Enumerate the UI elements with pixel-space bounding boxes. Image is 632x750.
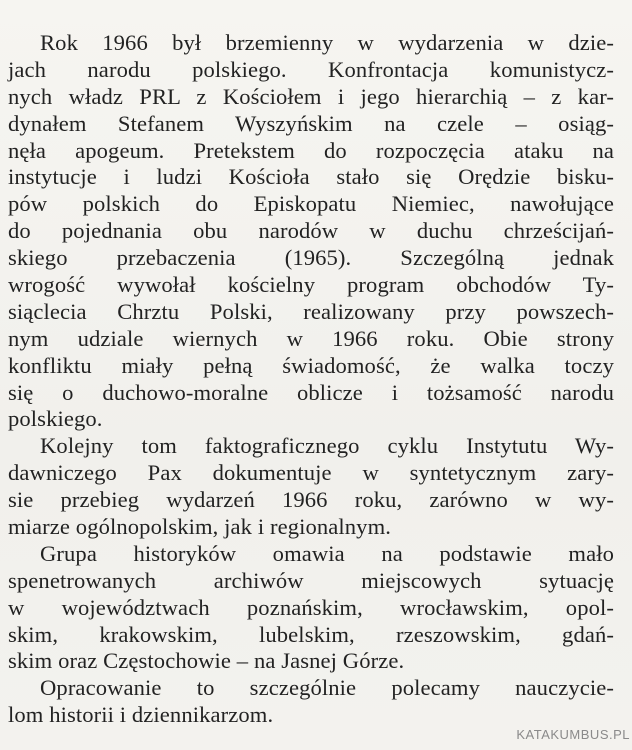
text-line: jach narodu polskiego. Konfrontacja komunistycz- <box>8 56 614 82</box>
text-line: do pojednania obu narodów w duchu chrześcijań- <box>8 218 614 244</box>
text-line: skim oraz Częstochowie – na Jasnej Górze. <box>8 648 405 674</box>
text-line: nym udziale wiernych w 1966 roku. Obie strony <box>8 325 614 351</box>
text-line: spenetrowanych archiwów miejscowych sytuację <box>8 567 614 593</box>
paragraph-3 <box>8 541 614 675</box>
text-line: instytucje i ludzi Kościoła stało się Orędzie bisku- <box>8 164 614 190</box>
text-line: nych władz PRL z Kościołem i jego hierarchią – z kar- <box>8 83 614 109</box>
text-line: wrogość wywołał kościelny program obchodów Ty- <box>8 272 614 298</box>
text-line: dawniczego Pax dokumentuje w syntetycznym zary- <box>8 460 614 486</box>
text-line: konfliktu miały pełną świadomość, że walka toczy <box>8 352 614 378</box>
paragraph-1 <box>8 30 614 433</box>
text-line: pów polskich do Episkopatu Niemiec, nawołujące <box>8 191 614 217</box>
paragraph-4 <box>8 675 614 729</box>
text-line: skim, krakowskim, lubelskim, rzeszowskim, gdań- <box>8 621 614 647</box>
book-blurb-text <box>8 30 614 729</box>
text-line: Rok 1966 był brzemienny w wydarzenia w dzie- <box>40 30 614 55</box>
text-line: lom historii i dziennikarzom. <box>8 702 274 728</box>
text-line: nęła apogeum. Pretekstem do rozpoczęcia ataku na <box>8 137 614 163</box>
text-line: polskiego. <box>8 406 103 432</box>
text-line: skiego przebaczenia (1965). Szczególną jednak <box>8 245 614 271</box>
text-line: siąclecia Chrztu Polski, realizowany przy powszech- <box>8 298 614 324</box>
paragraph-2 <box>8 433 614 541</box>
text-line: dynałem Stefanem Wyszyńskim na czele – osiąg- <box>8 110 614 136</box>
text-line: się o duchowo-moralne oblicze i tożsamość narodu <box>8 379 614 405</box>
text-line: Opracowanie to szczególnie polecamy nauczycie- <box>40 675 614 701</box>
site-watermark: KATAKUMBUS.PL <box>516 727 630 742</box>
text-line: sie przebieg wydarzeń 1966 roku, zarówno w wy- <box>8 487 614 513</box>
text-line: Grupa historyków omawia na podstawie mało <box>40 540 614 566</box>
text-line: w województwach poznańskim, wrocławskim, opol- <box>8 594 614 620</box>
text-line: Kolejny tom faktograficznego cyklu Instytutu Wy- <box>40 433 614 459</box>
text-line: miarze ogólnopolskim, jak i regionalnym. <box>8 514 391 540</box>
